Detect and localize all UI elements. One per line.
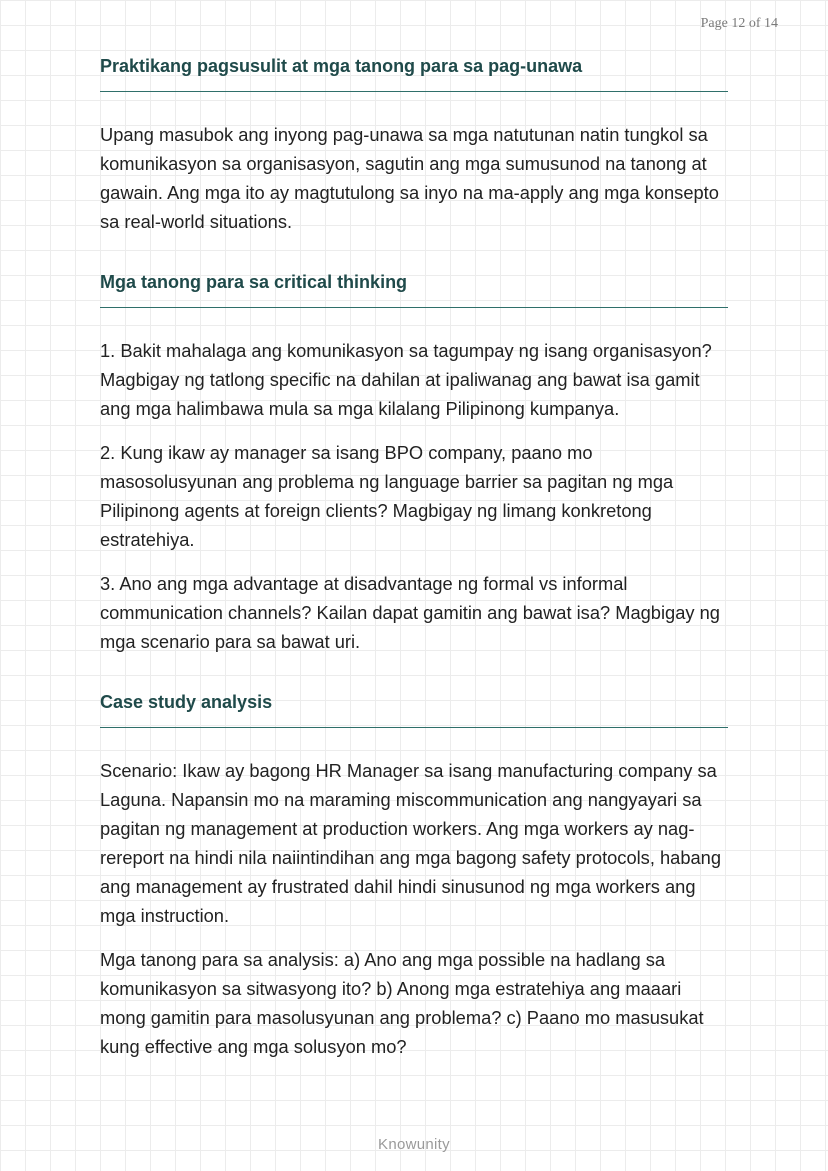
analysis-questions: Mga tanong para sa analysis: a) Ano ang mga possible na hadlang sa komunikasyon sa sitwasyong ito? b) Anong mga estratehiya ang maaari mong gamitin para masolusyunan ang problema? c) Paano mo masusukat kung effective ang mga solusyon mo?: [100, 949, 704, 1057]
question-3: 3. Ano ang mga advantage at disadvantage ng formal vs informal communication channels? Kailan dapat gamitin ang bawat isa? Magbigay ng mga scenario para sa bawat uri.: [100, 573, 720, 652]
section-title-practice-test: Praktikang pagsusulit at mga tanong para sa pag-unawa: [100, 53, 728, 92]
case-scenario: Scenario: Ikaw ay bagong HR Manager sa isang manufacturing company sa Laguna. Napansin mo na maraming miscommunication ang nangyayari sa pagitan ng management at production workers. Ang mga workers ay nag-rereport na hindi nila naiintindihan ang mga bagong safety protocols, habang ang management ay frustrated dahil hindi sinusunod ng mga workers ang mga instruction.: [100, 760, 721, 926]
section-title-critical-thinking: Mga tanong para sa critical thinking: [100, 269, 728, 308]
question-2: 2. Kung ikaw ay manager sa isang BPO company, paano mo masosolusyunan ang problema ng language barrier sa pagitan ng mga Pilipinong agents at foreign clients? Magbigay ng limang konkretong estratehiya.: [100, 442, 674, 550]
intro-paragraph: Upang masubok ang inyong pag-unawa sa mga natutunan natin tungkol sa komunikasyon sa organisasyon, sagutin ang mga sumusunod na tanong at gawain. Ang mga ito ay magtutulong sa inyo na ma-apply ang mga konsepto sa real-world situations.: [100, 124, 719, 232]
footer-brand: Knowunity: [378, 1136, 450, 1153]
page-number: Page 12 of 14: [700, 16, 778, 31]
question-1: 1. Bakit mahalaga ang komunikasyon sa tagumpay ng isang organisasyon? Magbigay ng tatlong specific na dahilan at ipaliwanag ang bawat isa gamit ang mga halimbawa mula sa mga kilalang Pilipinong kumpanya.: [100, 340, 712, 419]
page-content: [100, 53, 728, 1061]
section-title-case-study: Case study analysis: [100, 689, 728, 728]
